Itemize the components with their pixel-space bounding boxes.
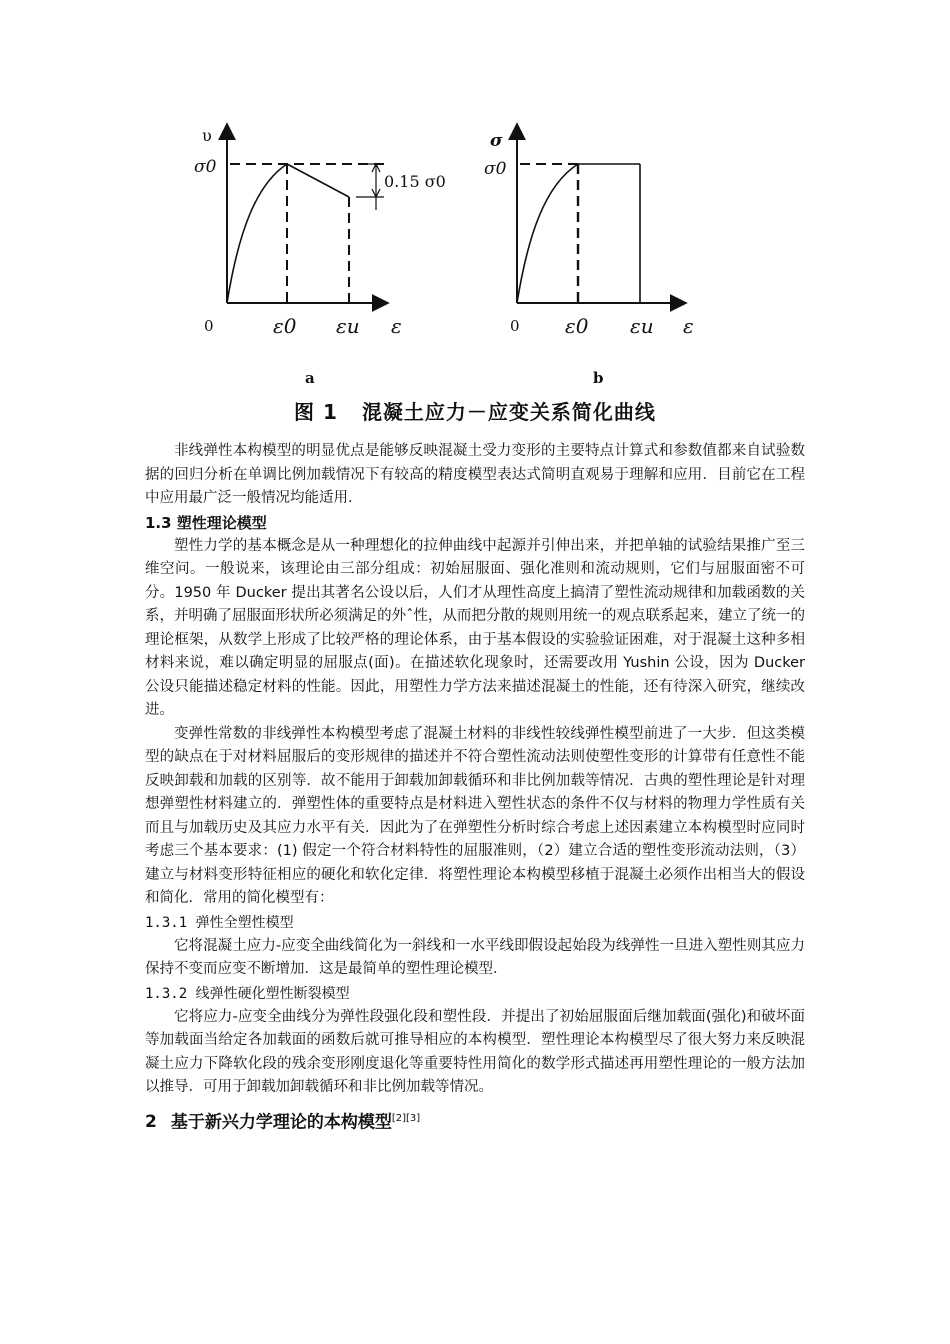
panel-b-x-axis-label: ε [683, 314, 694, 338]
panel-a-eps0-label: ε0 [273, 314, 297, 338]
section-heading-1-3-1: 1.3.1 弹性全塑性模型 [145, 914, 294, 931]
paragraph-elastic-perfectly-plastic: 它将混凝土应力-应变全曲线简化为一斜线和一水平线即假设起始段为线弹性一旦进入塑性则其应力保持不变而应变不断增加．这是最简单的塑性理论模型． [145, 937, 805, 977]
panel-a-drop-label: 0.15 σ0 [384, 172, 446, 191]
panel-b-ascending-curve [517, 164, 578, 303]
section-heading-1-3: 1.3 塑性理论模型 [145, 513, 267, 532]
section-heading-1-3-2: 1.3.2 线弹性硬化塑性断裂模型 [145, 985, 350, 1002]
paragraph-hardening-fracture-model: 它将应力-应变全曲线分为弹性段强化段和塑性段．并提出了初始屈服面后继加载面(强化)和破坏面等加载面当给定各加载面的函数后就可推导相应的本构模型．塑性理论本构模型尽了很大努力来反映混凝土应力下降软化段的残余变形刚度退化等重要特性用简化的数学形式描述再用塑性理论的一般方法加以推导．可用于卸载加卸载循环和非比例加载等情况。 [145, 1008, 805, 1095]
section-2-number: 2 [145, 1112, 157, 1133]
panel-a-epsu-label: εu [336, 314, 360, 338]
body-text [145, 440, 805, 1135]
panel-b-sigma0-label: σ0 [484, 159, 507, 179]
stress-strain-figure [0, 0, 950, 400]
panel-b-eps0-label: ε0 [565, 314, 589, 338]
section-heading-2 [145, 1106, 805, 1136]
figure-caption [0, 396, 950, 425]
figure-caption-number: 图 1 [294, 400, 338, 424]
paragraph-plasticity-concepts: 塑性力学的基本概念是从一种理想化的拉伸曲线中起源并引伸出来，并把单轴的试验结果推广至三维空问。一般说来，该理论由三部分组成：初始屈服面、强化准则和流动规则，它们与屈服面密不可分。1950 年 Ducker 提出其著名公设以后，人们才从理性高度上搞清了塑性流动规律和加载函数的关系，并明确了屈服面形状所必须满足的外ˆ性，从而把分散的规则用统一的观点联系起来，建立了统一的理论框架，从数学上形成了比较严格的理论体系，由于基本假设的实验验证困难，对于混凝土这种多相材料来说，难以确定明显的屈服点(面)。在描述软化现象时，还需要改用 Yushin 公设，因为 Ducker 公设只能描述稳定材料的性能。因此，用塑性力学方法来描述混凝土的性能，还有待深入研究，继续改进。 [145, 537, 805, 718]
panel-b-epsu-label: εu [630, 314, 654, 338]
panel-a-ascending-curve [227, 164, 287, 303]
panel-a-origin-label: 0 [204, 317, 214, 335]
panel-a-label: a [305, 369, 315, 387]
panel-b-y-axis-label: σ [490, 131, 503, 151]
paragraph-nonlinear-elastic-advantages: 非线弹性本构模型的明显优点是能够反映混凝土受力变形的主要特点计算式和参数值都来自试验数据的回归分析在单调比例加载情况下有较高的精度模型表达式简明直观易于理解和应用．目前它在工程中应用最广泛一般情况均能适用． [145, 443, 805, 506]
panel-b-label: b [593, 369, 604, 387]
panel-b [484, 124, 694, 387]
panel-a-sigma0-label: σ0 [194, 157, 217, 177]
panel-a-y-axis-label: υ [202, 126, 212, 145]
paragraph-variable-elastic-constants: 变弹性常数的非线弹性本构模型考虑了混凝土材料的非线性较线弹性模型前进了一大步．但这类模型的缺点在于对材料屈服后的变形规律的描述并不符合塑性流动法则使塑性变形的计算带有任意性不能反映卸载和加载的区别等．故不能用于卸载加卸载循环和非比例加载等情况．古典的塑性理论是针对理想弹塑性材料建立的．弹塑性体的重要特点是材料进入塑性状态的条件不仅与材料的物理力学性质有关而且与加载历史及其应力水平有关．因此为了在弹塑性分析时综合考虑上述因素建立本构模型时应同时考虑三个基本要求：(1) 假定一个符合材料特性的屈服准则，（2）建立合适的塑性变形流动法则，（3）建立与材料变形特征相应的硬化和软化定律．将塑性理论本构模型移植于混凝土必须作出相当大的假设和简化．常用的简化模型有： [145, 725, 805, 906]
figure-1 [0, 0, 950, 430]
section-2-title: 基于新兴力学理论的本构模型 [170, 1112, 392, 1133]
panel-a [194, 124, 446, 387]
section-2-reference: [2][3] [391, 1112, 421, 1124]
panel-b-origin-label: 0 [510, 317, 520, 335]
panel-a-softening-line [287, 164, 349, 197]
figure-caption-text: 混凝土应力－应变关系简化曲线 [361, 400, 656, 424]
panel-a-x-axis-label: ε [391, 314, 402, 338]
